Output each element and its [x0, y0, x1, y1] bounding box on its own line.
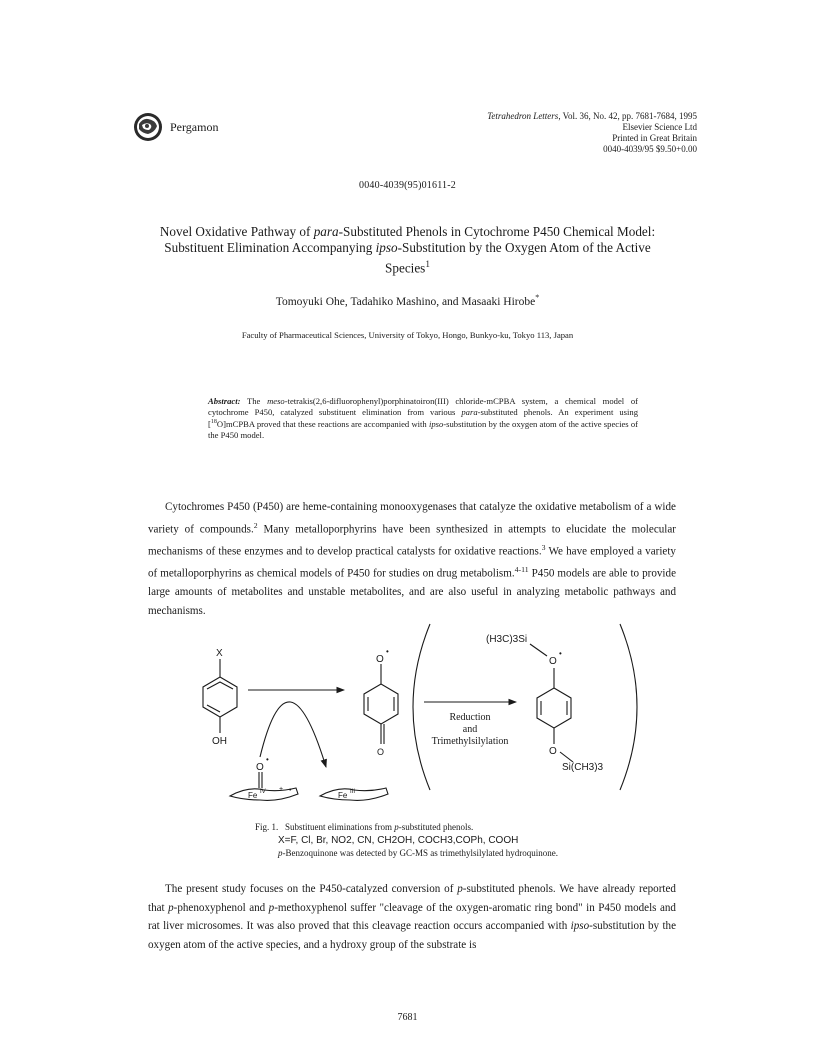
fe-iv-sup: IV — [260, 789, 266, 795]
paragraph-text: -substituted phenols. We have already reported that — [148, 883, 676, 914]
title-text-1: Novel Oxidative Pathway of — [159, 224, 314, 239]
affiliation: Faculty of Pharmaceutical Sciences, University of Tokyo, Hongo, Bunkyo-ku, Tokyo 113, Japan — [241, 330, 574, 340]
abstract-text: O]mCPBA proved that these reactions are accompanied with — [216, 419, 429, 430]
body-paragraph-2 — [148, 880, 676, 954]
abstract — [208, 396, 638, 440]
abstract-isotope: 18 — [210, 419, 217, 426]
fe-iii-label: Fe — [338, 791, 348, 800]
title-footnote: 1 — [425, 259, 430, 269]
doi: 0040-4039(95)01611-2 — [359, 180, 456, 191]
tms-bottom-label: Si(CH3)3 — [562, 762, 604, 773]
price-line: 0040-4039/95 $9.50+0.00 — [603, 144, 697, 154]
figure-caption-line-1 — [255, 822, 473, 832]
phenol-ring — [203, 659, 237, 733]
citation: 2 — [253, 520, 258, 530]
abstract-text: -tetrakis(2,6-difluorophenyl)porphinatoiron(III) chloride-mCPBA system, a chemical model of cytochrome P450, catalyzed substituent elimination from various — [208, 396, 638, 417]
trimethylsilylation-label: Trimethylsilylation — [431, 736, 509, 747]
abstract-italic: para — [461, 406, 478, 417]
abstract-text: -substituted phenols. An experiment using [ — [208, 406, 639, 430]
paragraph-text: We have employed a variety of metalloporphyrins as chemical models of P450 for studies on drug metabolism. — [148, 545, 676, 580]
and-label: and — [462, 724, 478, 735]
fe-iv-dot: • — [289, 787, 292, 794]
fe-oxo-o-label: O — [256, 762, 264, 773]
figure-1-scheme — [148, 612, 676, 812]
body-paragraph-1 — [148, 498, 676, 620]
caption-italic: p — [394, 822, 399, 832]
caption-text: -Benzoquinone was detected by GC-MS as trimethylsilylated hydroquinone. — [282, 848, 558, 858]
o-radical-label: O — [376, 654, 384, 665]
paragraph-text: Cytochromes P450 (P450) are heme-containing monooxygenases that catalyze the oxidative metabolism of a wide variety of compounds. — [148, 501, 676, 536]
publisher-line: Elsevier Science Ltd — [622, 122, 697, 132]
fe-oxo-dot: • — [266, 755, 269, 764]
printed-line: Printed in Great Britain — [612, 133, 697, 143]
quinone-ring — [364, 664, 398, 744]
citation: 4-11 — [514, 564, 529, 574]
title-italic-1: para — [313, 224, 339, 239]
right-parenthesis — [620, 624, 637, 790]
substituent-x-label: X — [216, 648, 223, 659]
paragraph-italic: p — [268, 901, 275, 914]
radical-dot: • — [386, 647, 389, 656]
author-list: Tomoyuki Ohe, Tadahiko Mashino, and Masaaki Hirobe — [275, 295, 536, 308]
journal-info — [377, 111, 697, 155]
o-tms-top-dot: • — [559, 649, 562, 658]
fe-iv-label: Fe — [248, 791, 258, 800]
abstract-text: The — [240, 396, 268, 406]
pergamon-logo-icon — [133, 112, 163, 142]
o-tms-top-label: O — [549, 656, 557, 667]
abstract-text: -substitution by the oxygen atom of the active species of the P450 model. — [208, 419, 638, 440]
abstract-italic: meso — [267, 396, 285, 406]
paragraph-text: P450 models are able to provide large amounts of metabolites and unstable metabolites, and are also useful in analyzing metabolic pathways and mechanisms. — [148, 567, 676, 617]
paragraph-italic: p — [168, 901, 174, 914]
publisher-name: Pergamon — [170, 120, 219, 134]
title-text-3: -Substitution by the Oxygen Atom of the Active Species — [385, 240, 651, 276]
o-bottom-label: O — [377, 747, 385, 757]
paragraph-text: The present study focuses on the P450-catalyzed conversion of — [165, 883, 458, 895]
fe-plus: + — [279, 786, 284, 793]
paragraph-text: -methoxyphenol suffer "cleavage of the oxygen-aromatic ring bond" in P450 models and rat liver microsomes. It was also proved that this cleavage reaction occurs accompanied with — [148, 901, 676, 932]
caption-text: Substituent eliminations from — [285, 822, 395, 832]
journal-line — [377, 111, 697, 122]
fe-iii-sup: III — [350, 789, 356, 795]
figure-caption-line-3 — [278, 848, 558, 858]
title-italic-2: ipso — [375, 240, 398, 255]
abstract-italic: ipso — [428, 419, 444, 430]
title-text-2: -Substituted Phenols in Cytochrome P450 Chemical Model: Substituent Elimination Accompanying — [164, 224, 656, 255]
paragraph-text: -substitution by the oxygen atom of the active species, and a hydroxy group of the substrate is — [148, 920, 676, 951]
journal-details: , Vol. 36, No. 42, pp. 7681-7684, 1995 — [558, 111, 697, 121]
paragraph-italic: p — [457, 883, 463, 895]
corresponding-author-mark: * — [535, 293, 540, 302]
citation: 3 — [541, 542, 546, 552]
tms-top-label: (H3C)3Si — [486, 634, 528, 645]
reduction-label: Reduction — [449, 712, 491, 723]
journal-name: Tetrahedron Letters — [487, 111, 559, 121]
abstract-label: Abstract: — [208, 396, 241, 406]
paper-title — [150, 224, 665, 276]
authors — [0, 293, 815, 308]
caption-text: -substituted phenols. — [398, 822, 474, 832]
page-number: 7681 — [397, 1012, 418, 1023]
left-parenthesis — [413, 624, 430, 790]
paragraph-italic: ipso — [570, 920, 590, 932]
catalytic-arrow — [260, 702, 326, 767]
hydroxyl-label: OH — [212, 736, 227, 747]
paragraph-text: -phenoxyphenol and — [173, 901, 269, 914]
caption-italic: p — [278, 848, 283, 858]
paragraph-text: Many metalloporphyrins have been synthesized in attempts to elucidate the molecular mechanisms of these enzymes and to develop practical catalysts for oxidative reactions. — [148, 523, 676, 558]
figure-caption-substituents: X=F, Cl, Br, NO2, CN, CH2OH, COCH3,COPh, COOH — [278, 835, 519, 846]
o-tms-bottom-label: O — [549, 746, 557, 757]
figure-label: Fig. 1. — [255, 822, 279, 832]
